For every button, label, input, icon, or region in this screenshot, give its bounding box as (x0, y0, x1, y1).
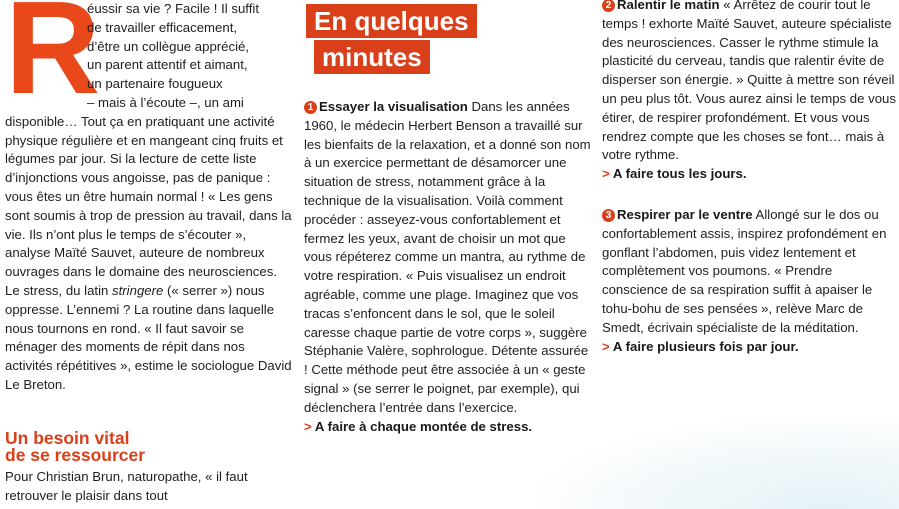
tip-text: Dans les années 1960, le médecin Herbert Benson a travaillé sur les bienfaits de la relaxation, et a donné son nom à un exercice permettant de désamorcer une situation de stress, notamment grâce à la technique de la visualisation. Voilà comment procéder : asseyez-vous confortablement et fermez les yeux, avant de choisir un mot que vous répéterez comme un mantra, au rythme de votre respiration. « Puis visualisez un endroit agréable, comme une plage. Imaginez que vos tracas s’enfoncent dans le sol, que le soleil caresse chaque partie de votre corps », suggère Stéphanie Valère, sophrologue. Détente assurée ! Cette méthode peut être associée à un « geste signal » (se serrer le poignet, par exemple), qui déclenchera l’entrée dans l’exercice. (304, 99, 591, 415)
subhead-paragraph: Pour Christian Brun, naturopathe, « il faut retrouver le plaisir dans tout (5, 469, 248, 503)
tip-number-badge: 3 (602, 209, 615, 222)
tip-number-badge: 2 (602, 0, 615, 12)
tip-text: Allongé sur le dos ou confortablement assis, inspirez profondément en gonflant l’abdomen, puis videz lentement et complètement vos poumons. « Prendre conscience de sa respiration suffit à apaiser le tohu-bohu de ses pensées », relève Marc de Smedt, écrivain spécialiste de la méditation. (602, 206, 887, 335)
tip-item (602, 0, 896, 184)
intro-body-a: disponible… Tout ça en pratiquant une activité physique régulière et en mangeant cinq fruits et légumes par jour. Si la lecture de cette liste d’injonctions vous angoisse, pas de panique : vous êtes un être humain normal ! « Les gens sont soumis à trop de pression au travail, dans la vie. Ils n’ont plus le temps de s’écouter », analyse Maïté Sauvet, auteure de nombreux ouvrages dans le domaine des neurosciences. Le stress, du latin (5, 113, 292, 298)
arrow-icon: > (602, 166, 610, 182)
tip-item (602, 206, 896, 356)
tip-title: Ralentir le matin (617, 0, 720, 12)
tip-action-text: A faire tous les jours. (612, 166, 747, 182)
drop-cap: R (5, 0, 99, 121)
intro-line: de travailler efficacement, (87, 19, 238, 35)
intro-line: d’être un collègue apprécié, (87, 38, 250, 54)
tips-column-right (602, 0, 896, 356)
intro-body-b: (« serrer ») nous oppresse. L’ennemi ? La routine dans laquelle nous tournons en rond. « Il faut savoir se ménager des moments de répit dans nos activités répétitives », estime le sociologue David Le Breton. (5, 282, 292, 392)
tip-action (304, 418, 594, 437)
intro-paragraph (5, 0, 295, 395)
tip-number-badge: 1 (304, 101, 317, 114)
spacer (602, 184, 896, 206)
latin-word: stringere (112, 282, 164, 298)
tip-action-text: A faire à chaque montée de stress. (314, 418, 533, 434)
tip-action (602, 165, 896, 184)
tip-title: Respirer par le ventre (617, 206, 753, 222)
tip-item (304, 98, 594, 436)
tip-action-text: A faire plusieurs fois par jour. (612, 338, 799, 354)
intro-line: un parent attentif et aimant, (87, 57, 248, 73)
arrow-icon: > (602, 338, 610, 354)
intro-line: éussir sa vie ? Facile ! Il suffit (87, 1, 259, 16)
tip-action (602, 338, 896, 357)
tip-text: « Arrêtez de courir tout le temps ! exhorte Maïté Sauvet, auteure spécialiste des neurosciences. Casser le rythme stimule la plasticité du cerveau, tandis que ralentir évite de disperser son énergie. » Quitte à mettre son réveil un peu plus tôt. Vous aurez ainsi le temps de vous étirer, de respirer profondément. Et vous vous rendrez compte que les choses se font… mais à votre rythme. (602, 0, 896, 163)
intro-line: un partenaire fougueux (87, 76, 223, 92)
subhead-line: de se ressourcer (5, 445, 146, 465)
tips-column-middle (304, 0, 594, 436)
intro-line: – mais à l’écoute –, un ami (87, 94, 244, 110)
subhead-line: Un besoin vital (5, 428, 130, 448)
box-title-line: minutes (314, 40, 430, 74)
box-title (306, 4, 594, 76)
box-title-line: En quelques (306, 4, 477, 38)
arrow-icon: > (304, 418, 312, 434)
tip-title: Essayer la visualisation (319, 99, 468, 114)
section-subhead (5, 430, 295, 464)
intro-column (5, 0, 295, 395)
